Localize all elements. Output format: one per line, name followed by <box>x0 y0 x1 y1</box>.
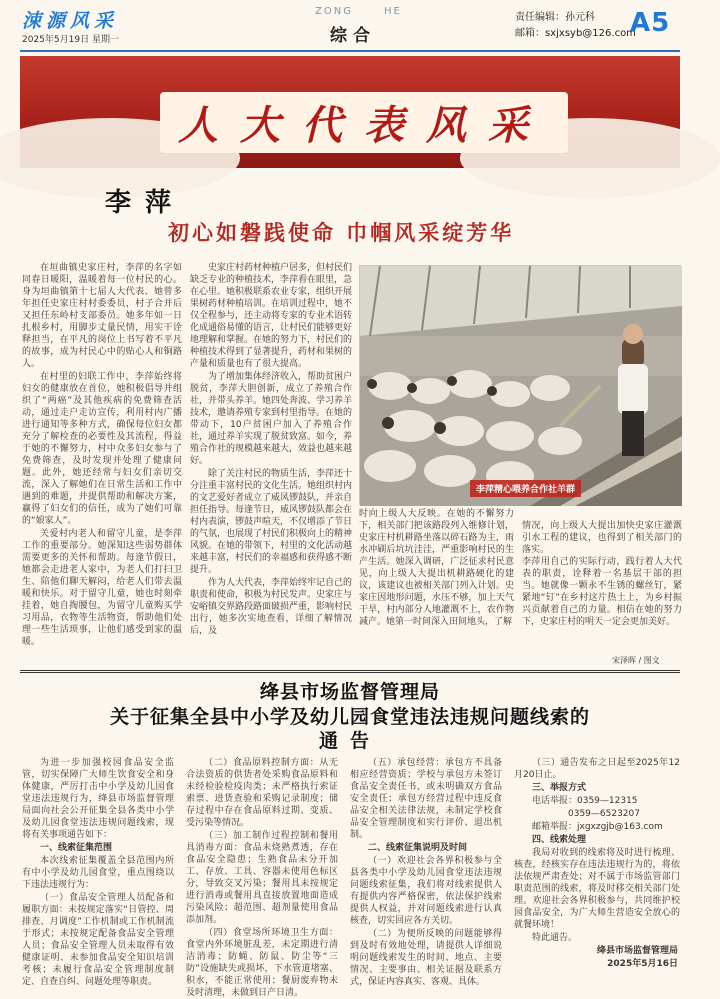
paragraph: 作为人大代表，李萍始终牢记自己的职责和使命，积极为村民发声。史家庄与安峪镇交界路段路面破损严重，影响村民出行，她多次实地查看，详细了解情况后，及 <box>190 578 353 636</box>
paragraph: （四）食堂场所环境卫生方面：食堂内外环境脏乱差，未定期进行清洁消毒；防蝇、防鼠、防尘等“三防”设施缺失或损坏，下水管道堵塞、积水，不能正常使用；餐厨废弃物未及时清理，未做到日产日清。 <box>186 928 338 998</box>
photo-credit: 宋泽晖 / 图文 <box>612 656 660 665</box>
feature-column-1 <box>22 262 182 660</box>
feature-column-4 <box>522 508 682 654</box>
notice-column-1 <box>22 757 174 987</box>
header-rule <box>20 50 680 52</box>
notice-signature: 绛县市场监督管理局 <box>596 946 678 956</box>
paragraph: 情况，向上级人大提出加快史家庄灌溉引水工程的建议，也得到了相关部门的落实。 李萍用自己的实际行动，践行着人大代表的职责，诠释着一名基层干部的担当。她就像一颗永不生锈的螺丝钉，紧紧地“钉”在乡村这片热土上，为乡村振兴贡献着自己的力量。相信在她的努力下，史家庄村的明天一定会更加美好。 <box>522 521 682 627</box>
paragraph: 在垣曲镇史家庄村，李萍的名字如同春日暖阳，温暖着每一位村民的心。身为垣曲镇第十七届人大代表、她曾多年担任史家庄村村委委员，村子合并后又担任东岭村支部委员。她多年如一日扎根乡村，用脚步丈量民情，用实干诠释担当，在平凡的岗位上书写着不平凡的故事，成为村民心中的贴心人和铜路人。 <box>22 263 182 369</box>
paragraph: 特此通告。 <box>532 933 578 943</box>
feature-photo <box>359 265 681 505</box>
paragraph: 为了增加集体经济收入，帮助贫困户脱贫，李萍大胆创新，成立了养殖合作社，并带头养羊。她四处奔波、学习养羊技术，邀请养殖专家到村里指导。在她的带动下，10户贫困户加入了养殖合作社，通过养羊实现了脱贫致富。如今，养殖合作社的规模越来越大，效益也越来越好。 <box>190 372 353 466</box>
email-report: 邮箱举报：jxgxzgjb@163.com <box>532 822 663 832</box>
paragraph: 在村里的妇联工作中，李萍始终将妇女的健康放在首位，她积极倡导并组织了“两癌”及其他疾病的免费筛查活动，通过走户走访宣传，利用村内广播进行通知等多种方式，确保每位妇女都充分了解检查的必要性及其流程，得益于她的不懈努力，村中众多妇女参与了免费筛查，及时发现并处理了健康问题。此外，她还经常与妇女们亲切交流，深入了解她们在日常生活和工作中遇到的难题，并提供帮助和解决方案，赢得了妇女们的信任，成为了她们可靠的“娘家人”。 <box>22 372 182 526</box>
paragraph: （三）通告发布之日起至2025年12月20日止。 <box>514 758 680 780</box>
paragraph: 除了关注村民的物质生活，李萍还十分注重丰富村民的文化生活。她组织村内的文艺爱好者成立了威风锣鼓队，并亲自担任指导。每逢节日，威风锣鼓队都会在村内表演，锣鼓声喧天，不仅增添了节日的气氛，也展现了村民们积极向上的精神风貌。在她的带领下，村里的文化活动越来越丰富，村民们的幸福感和获得感不断提升。 <box>190 469 353 575</box>
sheep-pen-photo <box>360 266 682 506</box>
paragraph: 本次线索征集覆盖全县范围内所有中小学及幼儿园食堂，重点围绕以下违法违规行为： <box>22 856 174 890</box>
notice-column-2 <box>186 757 338 998</box>
feature-person-name: 李萍 <box>105 188 186 218</box>
notice-title-line-1: 绛县市场监督管理局 <box>259 681 440 703</box>
page-number: A5 <box>630 8 671 38</box>
notice-title-line-3: 通告 <box>318 730 381 752</box>
photo-caption: 李萍精心喂养合作社羊群 <box>470 480 581 497</box>
feature-column-2 <box>190 262 352 660</box>
editor-email: 邮箱：sxjxsyb@126.com <box>515 28 636 39</box>
phone-report: 电话举报：0359—12315 <box>532 796 638 806</box>
editor-info <box>515 10 636 42</box>
paragraph: （三）加工制作过程控制和餐用具消毒方面：食品未烧熟煮透，存在食品安全隐患；生熟食品未分开加工、存放、工具、容器未使用色标区分，导致交叉污染；餐用具未按规定进行消毒或餐用具直接放置地面造成污染风险；超范围、超剂量使用食品添加剂。 <box>186 831 338 925</box>
paragraph: 关爱村内老人和留守儿童，是李萍工作的重要部分。她深知这些弱势群体需要更多的关怀和帮助。每逢节假日，她都会走进老人家中，为老人们打扫卫生、陪他们聊天解闷，给老人们带去温暖和快乐。对于留守儿童，她也时刻牵挂着，她自掏腰包，为留守儿童购买学习用品，衣物等生活物资，帮助他们处理一些生活琐事，让他们感受到家的温暖。 <box>22 529 182 647</box>
section-title: 综合 <box>330 26 376 46</box>
phone-report-2: 0359—6523207 <box>568 809 640 819</box>
banner-title: 人大代表风采 <box>160 92 568 153</box>
masthead: 涑源风采 <box>22 10 119 32</box>
paragraph: 为进一步加强校园食品安全监管，切实保障广大师生饮食安全和身体健康，严厉打击中小学及幼儿园食堂违法违规行为，绛县市场监督管理局面向社会公开征集全县各类中小学及幼儿园食堂违法违规问题线索，现将有关事项通告如下： <box>22 758 174 840</box>
paragraph: （二）食品原料控制方面：从无合法资质的供货者处采购食品原料和未经检验检疫肉类；未严格执行索证索票、进货查验和采购记录制度；储存过程中存在食品原料过期、变质、受污染等情况。 <box>186 758 338 828</box>
section-pinyin-left: ZONG <box>315 6 353 17</box>
paragraph: 时向上级人大反映。在她的不懈努力下，相关部门把该路段列入维修计划，史家庄村机耕路坐落以碎石路为主，雨水冲刷后坑坑洼洼，严重影响村民的生产生活。她深入调研，广泛征求村民意见，向上级人大提出机耕路硬化的建议，该建议也被相关部门列入计划。史家庄因地形问题，水压不够，加上天气干旱，村内部分人地灌溉不上，农作物减产。她第一时间深入田间地头，了解 <box>359 509 514 627</box>
section-pinyin-right: HE <box>384 6 402 17</box>
section-heading: 四、线索处理 <box>532 835 587 845</box>
section-separator <box>20 670 680 673</box>
section-heading: 二、线索征集说明及时间 <box>368 843 468 853</box>
paragraph: （一）食品安全管理人员配备和履职方面：未按规定落实“日管控、周排查、月调度”工作机制或工作机制流于形式；未按规定配备食品安全管理人员；食品安全管理人员未取得有效健康证明、未参加食品安全知识培训考核；未履行食品安全管理制度制定、自查自纠、问题处理等职责。 <box>22 893 174 987</box>
paragraph: 史家庄村药材种植户居多，但村民们缺乏专业的种植技术，李萍看在眼里，急在心里。她积极联系农业专家，组织开展果树药材种植培训。在培训过程中，她不仅全程参与，还主动将专家的专业术语转化成通俗易懂的语言，让村民们能够更好地理解和掌握。在她的努力下，村民们的种植技术得到了显著提升，药材和果树的产量和质量也有了很大提高。 <box>190 263 353 369</box>
paragraph: （五）承包经营：承包方不具备相应经营资质；学校与承包方未签订食品安全责任书，或未明确双方食品安全责任；承包方经营过程中违反食品安全相关法律法规，未制定学校食品安全管理制度和实行评价、退出机制。 <box>350 758 502 840</box>
issue-date: 2025年5月19日 星期一 <box>22 35 119 45</box>
notice-column-4 <box>514 757 680 972</box>
notice-column-3 <box>350 757 502 987</box>
section-heading: 三、举报方式 <box>532 783 587 793</box>
paragraph: （二）为便所反映的问题能够得到及时有效地处理，请提供人详细说明问题线索发生的时间、地点、主要情况、主要事由、相关证据及联系方式，保证内容真实、客观、具体。 <box>350 929 502 987</box>
paragraph: 我局对收到的线索将及时进行梳理、核查，经核实存在违法违规行为的，将依法依规严肃查处；对不属于市场监管部门职责范围的线索，将及时移交相关部门处理。欢迎社会各界积极参与，共同维护校园食品安全，为广大师生营造安全放心的就餐环境！ <box>514 848 680 930</box>
feature-column-3 <box>359 508 514 654</box>
editor-name: 责任编辑：孙元科 <box>515 12 595 23</box>
paragraph: （一）欢迎社会各界积极参与全县各类中小学及幼儿园食堂违法违规问题线索征集，我们将对线索提供人有提供内容严格保密，依法保护线索提供人权益，并对问题线索进行认真核查，切实回应各方关切。 <box>350 856 502 926</box>
section-heading: 一、线索征集范围 <box>40 843 113 853</box>
notice-date: 2025年5月16日 <box>607 959 678 969</box>
notice-title-line-2: 关于征集全县中小学及幼儿园食堂违法违规问题线索的 <box>109 706 590 728</box>
feature-subtitle: 初心如磐践使命 巾帼风采绽芳华 <box>168 220 515 245</box>
